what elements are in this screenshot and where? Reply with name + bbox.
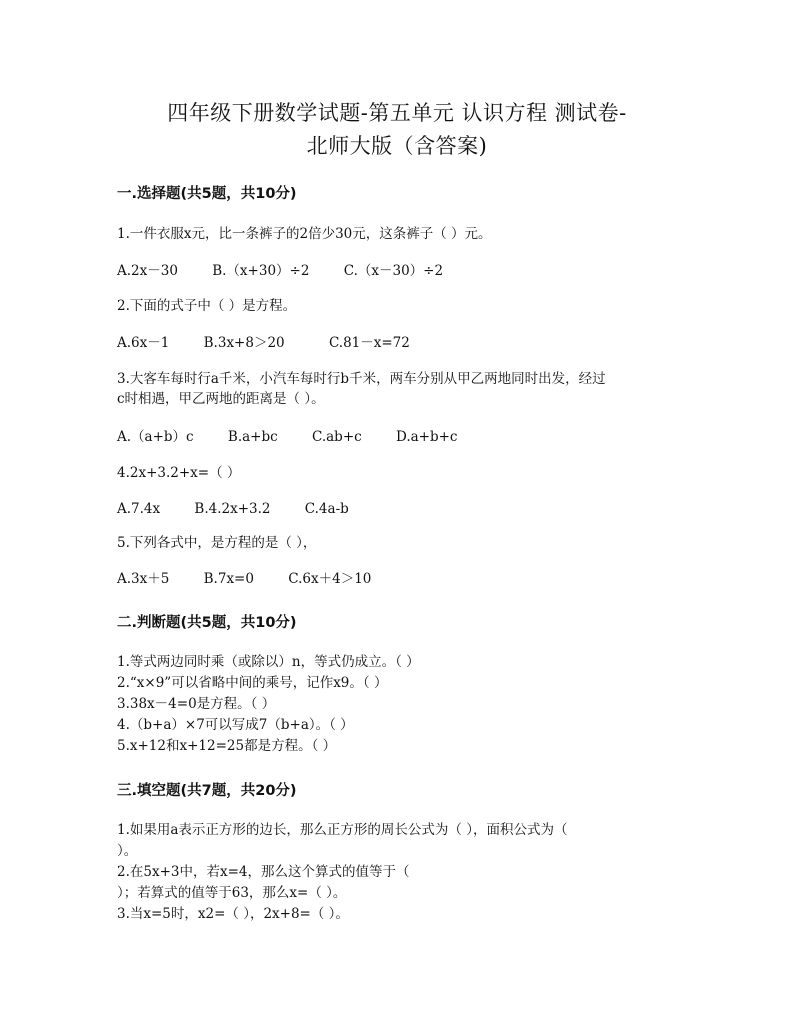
page-title-line-1: 四年级下册数学试题-第五单元 认识方程 测试卷-: [167, 101, 627, 125]
fill-in-line-1: 1.如果用a表示正方形的边长，那么正方形的周长公式为（ ），面积公式为（: [117, 822, 568, 838]
option-b: B.（x+30）÷2: [212, 263, 310, 279]
section-heading-choice: 一.选择题(共5题，共10分): [117, 186, 297, 202]
option-c: C.ab+c: [311, 429, 362, 445]
option-a: A.3x＋5: [117, 571, 170, 587]
fill-in-line-2: ）。: [117, 843, 138, 859]
fill-in-line-5: 3.当x=5时，x2=（ ），2x+8=（ ）。: [117, 906, 349, 922]
option-a: A.2x－30: [117, 263, 178, 279]
section-heading-judgement: 二.判断题(共5题，共10分): [117, 615, 297, 631]
option-b: B.4.2x+3.2: [194, 501, 271, 517]
option-c: C.4a-b: [304, 501, 349, 517]
question-3-options: [117, 428, 687, 446]
option-d: D.a+b+c: [395, 429, 458, 445]
question-3-stem-line-2: c时相遇，甲乙两地的距离是（ ）。: [117, 391, 325, 407]
option-c: C.（x－30）÷2: [343, 263, 444, 279]
fill-in-line-3: 2.在5x+3中，若x=4，那么这个算式的值等于（: [117, 864, 410, 880]
judgement-item-4: 4.（b+a）×7可以写成7（b+a）。（ ）: [117, 717, 354, 733]
option-b: B.7x=0: [203, 571, 254, 587]
fill-in-line-4: ）；若算式的值等于63，那么x=（ ）。: [117, 885, 347, 901]
section-heading-fill-in: 三.填空题(共7题，共20分): [117, 783, 297, 799]
question-4-stem: 4.2x+3.2+x=（ ）: [117, 465, 241, 481]
judgement-item-1: 1.等式两边同时乘（或除以）n，等式仍成立。（ ）: [117, 654, 420, 670]
option-a: A.6x－1: [117, 335, 170, 351]
option-c: C.6x＋4＞10: [288, 571, 372, 587]
question-5-stem: 5.下列各式中，是方程的是（ ），: [117, 535, 317, 551]
question-1-stem: 1.一件衣服x元，比一条裤子的2倍少30元，这条裤子（ ）元。: [117, 226, 492, 242]
option-b: B.a+bc: [227, 429, 278, 445]
judgement-item-3: 3.38x－4=0是方程。（ ）: [117, 696, 276, 712]
question-2-options: [117, 334, 687, 352]
option-a: A.7.4x: [117, 501, 161, 517]
option-b: B.3x+8＞20: [203, 335, 285, 351]
question-4-options: [117, 500, 687, 518]
question-2-stem: 2.下面的式子中（ ）是方程。: [117, 298, 297, 314]
option-a: A.（a+b）c: [117, 429, 194, 445]
question-5-options: [117, 570, 687, 588]
question-3-stem-line-1: 3.大客车每时行a千米，小汽车每时行b千米，两车分别从甲乙两地同时出发，经过: [117, 371, 606, 387]
question-1-options: [117, 262, 687, 280]
judgement-item-5: 5.x+12和x+12=25都是方程。（ ）: [117, 738, 337, 754]
option-c: C.81－x=72: [328, 335, 410, 351]
judgement-item-2: 2.“x×9”可以省略中间的乘号，记作x9。（ ）: [117, 675, 388, 691]
page-title-line-2: 北师大版（含答案): [306, 134, 488, 158]
